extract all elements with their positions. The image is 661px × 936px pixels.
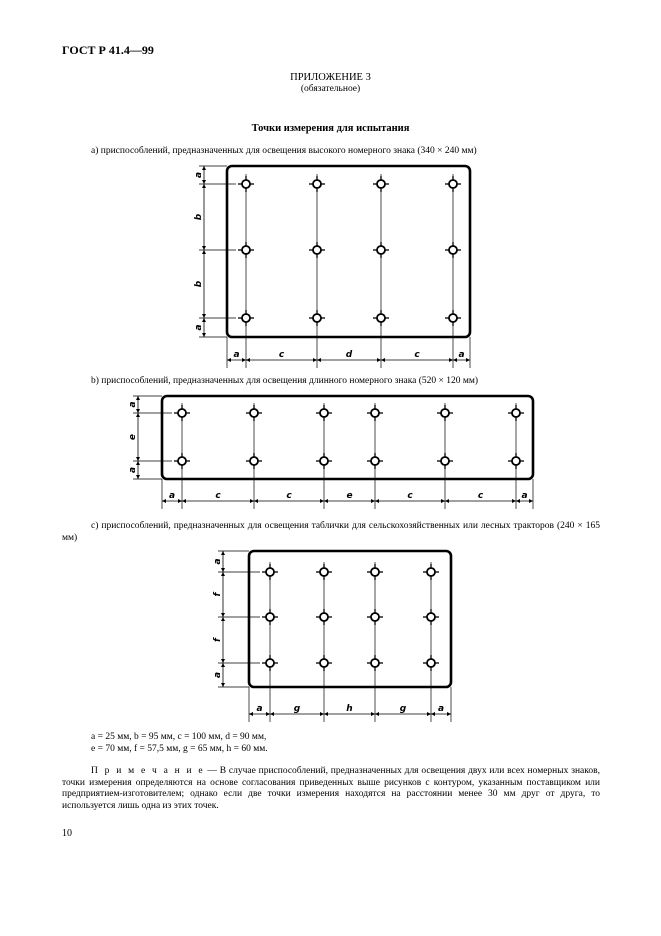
note-label: П р и м е ч а н и е: [91, 766, 205, 776]
dimension-label: c: [477, 491, 484, 501]
arrow-head: [221, 683, 225, 687]
arrow-head: [202, 180, 206, 184]
arrow-head: [202, 166, 206, 170]
arrow-head: [202, 184, 206, 188]
measurement-point: [320, 659, 328, 667]
measurement-point: [512, 457, 520, 465]
document-header: ГОСТ Р 41.4—99: [62, 43, 154, 57]
dimension-label: a: [194, 324, 204, 331]
measurement-point: [377, 180, 385, 188]
arrow-head: [375, 712, 379, 716]
measurement-point: [449, 180, 457, 188]
arrow-head: [317, 358, 321, 362]
measurement-point: [242, 246, 250, 254]
arrow-head: [512, 499, 516, 503]
plate-outline: [162, 396, 533, 479]
measurement-point: [178, 457, 186, 465]
arrow-head: [324, 712, 328, 716]
dimension-label: e: [346, 491, 353, 501]
note-paragraph: [62, 766, 600, 812]
dimension-label: g: [399, 704, 407, 714]
measurement-point: [371, 409, 379, 417]
arrow-head: [136, 396, 140, 400]
measurement-point: [313, 246, 321, 254]
measurement-point: [377, 314, 385, 322]
measurement-point: [320, 409, 328, 417]
dimension-label: h: [346, 704, 353, 714]
arrow-head: [221, 659, 225, 663]
measurement-point: [320, 613, 328, 621]
dimension-label: c: [407, 491, 413, 501]
dimension-label: f: [213, 638, 223, 642]
arrow-head: [202, 333, 206, 337]
measurement-point: [371, 659, 379, 667]
dimension-label: g: [293, 704, 301, 714]
dimension-label: a: [233, 350, 240, 360]
dimension-label: a: [128, 466, 138, 474]
arrow-head: [266, 712, 270, 716]
dimension-label: c: [215, 491, 221, 501]
arrow-head: [320, 499, 324, 503]
dimension-legend: [91, 731, 268, 755]
arrow-head: [466, 358, 470, 362]
arrow-head: [447, 712, 451, 716]
dimension-label: a: [256, 704, 263, 714]
arrow-head: [136, 413, 140, 417]
measurement-point: [371, 457, 379, 465]
appendix-title: ПРИЛОЖЕНИЕ 3: [290, 72, 371, 83]
arrow-head: [377, 358, 381, 362]
dimension-label: b: [194, 280, 204, 288]
arrow-head: [371, 712, 375, 716]
arrow-head: [202, 318, 206, 322]
measurement-point: [242, 314, 250, 322]
arrow-head: [136, 457, 140, 461]
arrow-head: [162, 499, 166, 503]
arrow-head: [516, 499, 520, 503]
measurement-point: [313, 314, 321, 322]
arrow-head: [270, 712, 274, 716]
arrow-head: [221, 617, 225, 621]
figure-b-caption: b) приспособлений, предназначенных для освещения длинного номерного знака (520 × 120 мм): [91, 376, 479, 386]
arrow-head: [431, 712, 435, 716]
measurement-point: [313, 180, 321, 188]
arrow-head: [320, 712, 324, 716]
arrow-head: [441, 499, 445, 503]
arrow-head: [202, 250, 206, 254]
arrow-head: [246, 358, 250, 362]
figure-c-caption: с) приспособлений, предназначенных для освещения таблички для сельскохозяйственных или лесных тракторов (240 × 165 мм): [62, 521, 600, 543]
arrow-head: [178, 499, 182, 503]
arrow-head: [221, 572, 225, 576]
measurement-point: [178, 409, 186, 417]
figure-a-caption: а) приспособлений, предназначенных для освещения высокого номерного знака (340 × 240 мм): [91, 146, 477, 156]
measurement-point: [266, 613, 274, 621]
measurement-point: [449, 314, 457, 322]
arrow-head: [249, 712, 253, 716]
dimension-label: a: [458, 350, 465, 360]
arrow-head: [250, 499, 254, 503]
dimension-label: a: [128, 401, 138, 408]
arrow-head: [221, 551, 225, 555]
measurement-point: [266, 568, 274, 576]
arrow-head: [221, 613, 225, 617]
arrow-head: [445, 499, 449, 503]
arrow-head: [375, 499, 379, 503]
arrow-head: [221, 568, 225, 572]
arrow-head: [529, 499, 533, 503]
dimension-label: e: [128, 433, 138, 441]
measurement-point: [377, 246, 385, 254]
arrow-head: [136, 475, 140, 479]
arrow-head: [453, 358, 457, 362]
measurement-point: [427, 613, 435, 621]
measurement-point: [371, 613, 379, 621]
arrow-head: [371, 499, 375, 503]
plate-outline: [227, 166, 470, 337]
arrow-head: [313, 358, 317, 362]
measurement-point: [320, 568, 328, 576]
dimension-label: a: [213, 671, 223, 679]
dimension-label: c: [414, 350, 420, 360]
measurement-point: [242, 180, 250, 188]
arrow-head: [136, 409, 140, 413]
arrow-head: [202, 246, 206, 250]
measurement-point: [449, 246, 457, 254]
plate-outline: [249, 551, 451, 687]
arrow-head: [227, 358, 231, 362]
measurement-point: [441, 409, 449, 417]
page-number: 10: [62, 828, 72, 839]
dimension-label: a: [194, 171, 204, 179]
dimension-label: a: [168, 491, 176, 501]
measurement-point: [250, 409, 258, 417]
dimension-label: a: [521, 491, 528, 501]
arrow-head: [324, 499, 328, 503]
section-title: Точки измерения для испытания: [251, 123, 410, 134]
measurement-point: [250, 457, 258, 465]
measurement-point: [266, 659, 274, 667]
measurement-point: [441, 457, 449, 465]
dimension-label: b: [194, 213, 204, 221]
dimension-label: f: [213, 592, 223, 597]
note-text: — В случае приспособлений, предназначенных для освещения двух или всех номерных знаков, точки измерения определяются на основе согласования приведенных выше рисунков с контуром, указанным поставщиком или предприятием-изготовителем; однако если две точки измерения находятся на расстоянии менее 30 мм друг от друга, то используется лишь одна из этих точек.: [62, 766, 600, 811]
arrow-head: [136, 461, 140, 465]
arrow-head: [221, 663, 225, 667]
measurement-point: [512, 409, 520, 417]
legend-line-2: e = 70 мм, f = 57,5 мм, g = 65 мм, h = 60 мм.: [91, 744, 268, 754]
measurement-point: [320, 457, 328, 465]
arrow-head: [242, 358, 246, 362]
arrow-head: [182, 499, 186, 503]
measurement-point: [427, 568, 435, 576]
arrow-head: [254, 499, 258, 503]
arrow-head: [202, 314, 206, 318]
measurement-point: [427, 659, 435, 667]
dimension-label: a: [437, 704, 445, 714]
dimension-label: a: [213, 558, 223, 565]
arrow-head: [449, 358, 453, 362]
appendix-subtitle: (обязательное): [300, 84, 361, 94]
legend-line-1: a = 25 мм, b = 95 мм, c = 100 мм, d = 90 мм,: [91, 732, 267, 742]
dimension-label: c: [286, 491, 292, 501]
dimension-label: c: [278, 350, 285, 360]
arrow-head: [381, 358, 385, 362]
arrow-head: [427, 712, 431, 716]
dimension-label: d: [345, 350, 353, 360]
measurement-point: [371, 568, 379, 576]
